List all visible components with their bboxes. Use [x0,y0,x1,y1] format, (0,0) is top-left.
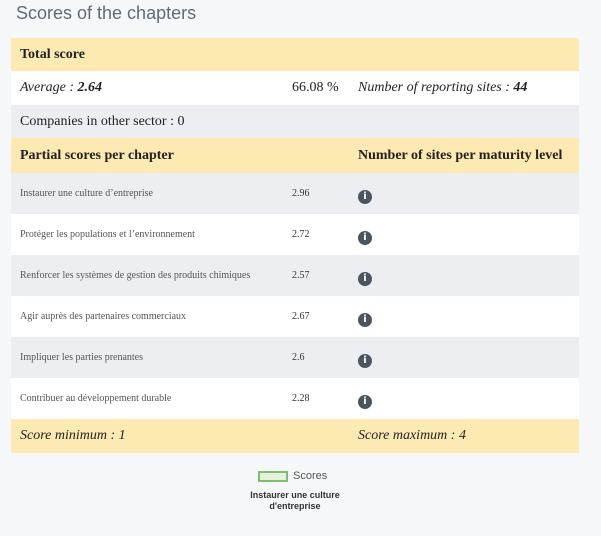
info-icon[interactable]: i [358,190,372,204]
chart-legend[interactable] [258,470,327,482]
chapter-info-cell [358,225,579,245]
chapter-score: 2.72 [292,229,310,240]
average-cell [11,80,292,96]
page-title: Scores of the chapters [16,3,197,23]
chapter-info-cell [358,266,579,286]
partial-scores-header [11,138,579,173]
info-icon[interactable]: i [358,231,372,245]
score-minimum: Score minimum : 1 [20,428,126,443]
chapter-info-cell [358,184,579,204]
chapter-score: 2.28 [292,393,310,404]
chapter-score: 2.67 [292,311,310,322]
total-score-header: Total score [11,38,579,71]
average-value: 2.64 [77,80,103,95]
sites-cell [358,80,579,96]
chapter-row [11,337,579,378]
info-icon[interactable]: i [358,354,372,368]
chapter-row [11,173,579,214]
info-icon[interactable]: i [358,395,372,409]
companies-row: Companies in other sector : 0 [11,105,579,138]
legend-label: Scores [293,470,328,482]
chapter-name: Protéger les populations et l’environnement [20,229,195,240]
chapter-name: Impliquer les parties prenantes [20,352,144,363]
chapter-name: Contribuer au développement durable [20,393,172,404]
partial-scores-title: Partial scores per chapter [20,147,174,163]
chapter-score: 2.57 [292,270,310,281]
scores-panel [11,38,579,453]
maturity-level-title: Number of sites per maturity level [358,147,563,163]
chapter-score: 2.96 [292,188,310,199]
chart-axis-label: Instaurer une culture d'entreprise [250,490,340,511]
chapter-list [11,173,579,419]
average-label: Average : [20,80,78,95]
chapter-row [11,378,579,419]
chapter-name: Agir auprès des partenaires commerciaux [20,311,187,322]
chapter-row [11,214,579,255]
chapter-info-cell [358,389,579,409]
sites-label: Number of reporting sites : [358,80,514,95]
chapter-info-cell [358,348,579,368]
chapter-score: 2.6 [292,352,305,363]
info-icon[interactable]: i [358,313,372,327]
chapter-row [11,296,579,337]
score-maximum: Score maximum : 4 [358,428,466,443]
legend-swatch [258,471,288,482]
chapter-name: Renforcer les systèmes de gestion des produits chimiques [20,270,251,281]
info-icon[interactable]: i [358,272,372,286]
chapter-row [11,255,579,296]
chapter-name: Instaurer une culture d’entreprise [20,188,153,199]
percent-value: 66.08 % [292,80,339,95]
score-range-row [11,419,579,453]
average-row [11,71,579,105]
sites-value: 44 [513,80,528,95]
chapter-info-cell [358,307,579,327]
